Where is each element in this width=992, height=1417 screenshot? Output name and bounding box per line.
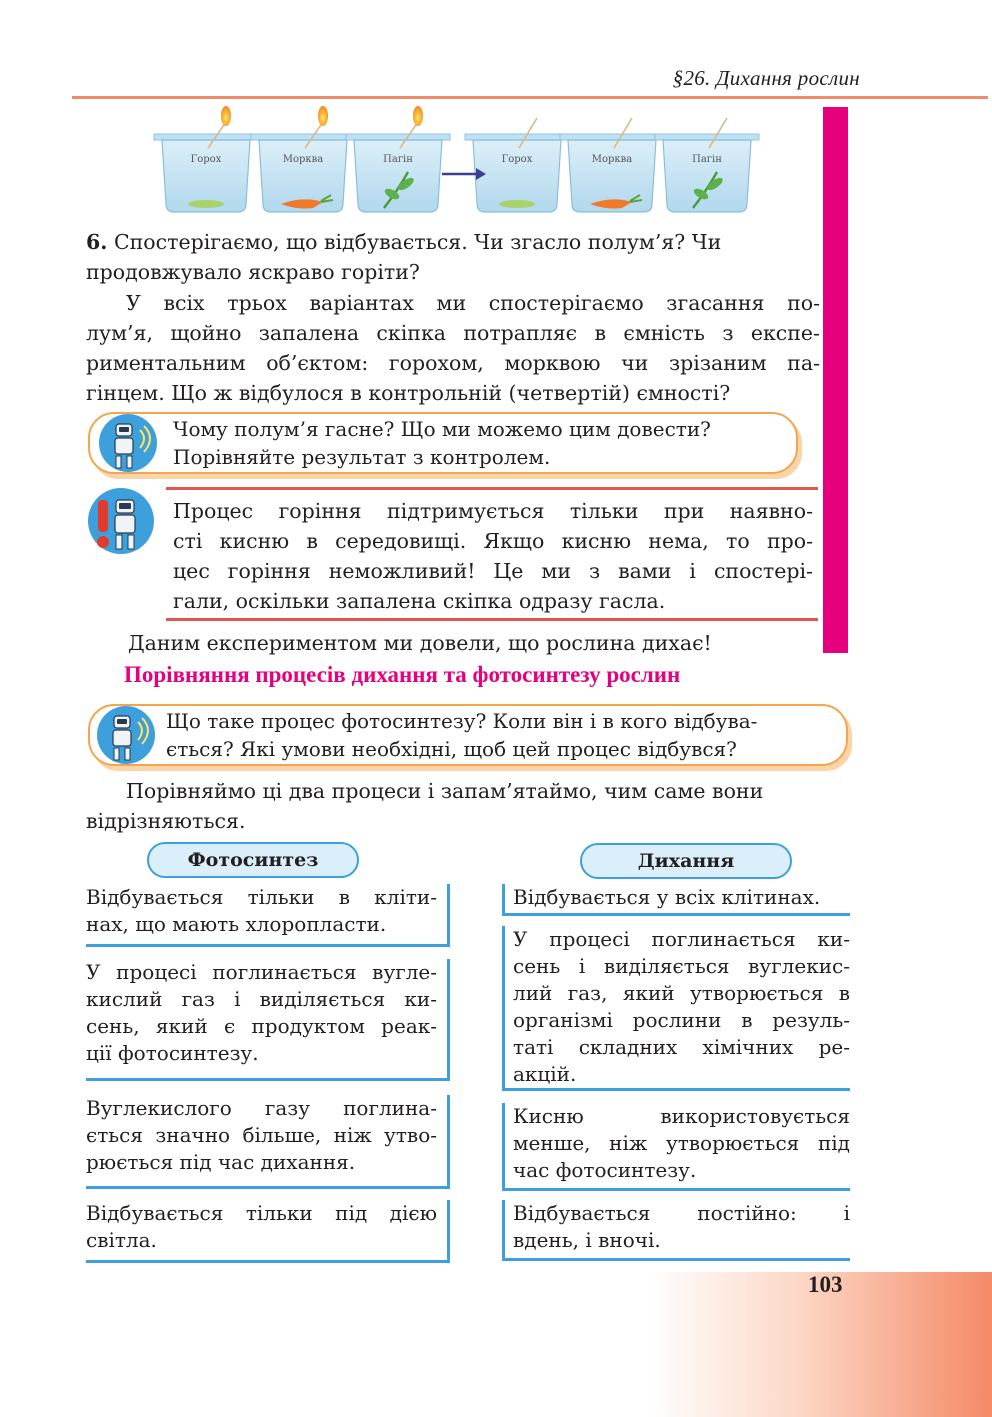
paragraph-2 (86, 776, 850, 836)
text-line: сень і виділяється вуглекис- (513, 954, 850, 978)
robot-icon (96, 412, 160, 474)
text-line: цес горіння неможливий! Це ми з вами і спостері- (173, 559, 813, 583)
jar-label: Пагін (383, 154, 413, 165)
text-line: Вуглекислого газу поглина- (86, 1096, 437, 1120)
jar-lid (154, 134, 258, 140)
text-line: Що таке процес фотосинтезу? Коли він і в кого відбува- (166, 709, 758, 733)
text-line: Чому полум’я гасне? Що ми можемо цим довести? (173, 417, 711, 441)
experiment-illustration (150, 104, 760, 224)
text-line: риментальним об’єктом: горохом, морквою чи зрізаним па- (86, 351, 820, 375)
question-1-text (173, 415, 793, 471)
jar (655, 118, 759, 212)
photosynthesis-cell (86, 884, 450, 947)
text-line: сті кисню в середовищі. Якщо кисню нема, то про- (173, 529, 813, 553)
text-line: таті складних хімічних ре- (513, 1035, 850, 1059)
photosynthesis-cell (86, 959, 450, 1081)
paragraph-1 (86, 288, 820, 408)
jar-lid (251, 134, 355, 140)
respiration-cell (502, 1103, 850, 1191)
respiration-cell (502, 1200, 850, 1261)
jar-label: Морква (591, 154, 633, 165)
respiration-cell (502, 884, 850, 916)
text-line: продовжувало яскраво горіти? (86, 260, 420, 284)
respiration-title: Дихання (580, 843, 792, 879)
text-line: сень, який є продуктом реак- (86, 1014, 437, 1038)
jar-lid (655, 134, 759, 140)
running-header: §26. Дихання рослин (672, 66, 860, 90)
jar (465, 118, 569, 212)
flame-icon (413, 106, 423, 126)
text-line: рюється під час дихання. (86, 1150, 356, 1174)
robot-exclamation-icon (86, 486, 156, 556)
text-line: ється? Які умови необхідні, щоб цей процес відбувся? (166, 737, 737, 761)
jar-label: Пагін (692, 154, 722, 165)
text-line: ції фотосинтезу. (86, 1041, 259, 1065)
jar-lid (346, 134, 450, 140)
step-number: 6. (86, 230, 108, 254)
text-line: акцій. (513, 1062, 577, 1086)
text-line: вдень, і вночі. (513, 1228, 661, 1252)
photosynthesis-title: Фотосинтез (147, 842, 359, 878)
margin-bar (823, 107, 848, 653)
text-line: нах, що мають хлоропласти. (86, 912, 387, 936)
respiration-cell (502, 926, 850, 1091)
text-line: ється значно більше, ніж утво- (86, 1123, 437, 1147)
text-line: гали, оскільки запалена скіпка одразу гасла. (173, 589, 666, 613)
flame-icon (221, 106, 231, 126)
text-line: кислий газ і виділяється ки- (86, 987, 437, 1011)
header-rule (72, 96, 988, 99)
jar-lid (465, 134, 569, 140)
jar-label: Морква (282, 154, 324, 165)
jar-label: Горох (501, 154, 533, 165)
text-line: У процесі поглинається вугле- (86, 960, 437, 984)
jar (560, 118, 664, 212)
info-text (173, 496, 813, 616)
text-line: У всіх трьох варіантах ми спостерігаємо згасання по- (126, 291, 820, 315)
jar-body (354, 140, 442, 212)
text-line: Порівняймо ці два процеси і запам’ятаймо, чим саме вони (126, 779, 764, 803)
jar-label: Горох (190, 154, 222, 165)
text-line: Процес горіння підтримується тільки при наявно- (173, 499, 813, 523)
info-rule-bottom (166, 618, 818, 621)
text-line: відрізняються. (86, 809, 246, 833)
text-line: Відбувається у всіх клітинах. (513, 885, 821, 909)
text-line: У процесі поглинається ки- (513, 927, 850, 951)
text-line: Спостерігаємо, що відбувається. Чи згасло полум’я? Чи (113, 230, 722, 254)
text-line: лий газ, який утворюється в (513, 981, 850, 1005)
step-6-text (86, 227, 820, 287)
flame-icon (318, 106, 328, 126)
section-heading: Порівняння процесів дихання та фотосинтезу рослин (124, 662, 681, 687)
text-line: гінцем. Що ж відбулося в контрольній (четвертій) ємності? (86, 381, 731, 405)
page-number: 103 (808, 1272, 843, 1297)
conclusion-text: Даним експериментом ми довели, що рослина дихає! (128, 631, 712, 655)
text-line: Кисню використовується (513, 1104, 850, 1128)
question-2-text (166, 707, 836, 763)
text-line: Відбувається постійно: і (513, 1201, 850, 1225)
text-line: час фотосинтезу. (513, 1158, 697, 1182)
peas (499, 200, 535, 208)
text-line: Відбувається тільки під дією (86, 1201, 437, 1225)
text-line: організмі рослини в резуль- (513, 1008, 850, 1032)
text-line: менше, ніж утворюється під (513, 1131, 850, 1155)
info-rule-top (166, 487, 818, 490)
text-line: світла. (86, 1228, 157, 1252)
text-line: Порівняйте результат з контролем. (173, 445, 551, 469)
jar-lid (560, 134, 664, 140)
peas (188, 200, 224, 208)
photosynthesis-cell (86, 1200, 450, 1263)
robot-icon (94, 704, 158, 766)
text-line: Відбувається тільки в кліти- (86, 885, 437, 909)
text-line: лум’я, щойно запалена скіпка потрапляє в ємність з експе- (86, 321, 820, 345)
jar-body (663, 140, 751, 212)
photosynthesis-cell (86, 1095, 450, 1189)
